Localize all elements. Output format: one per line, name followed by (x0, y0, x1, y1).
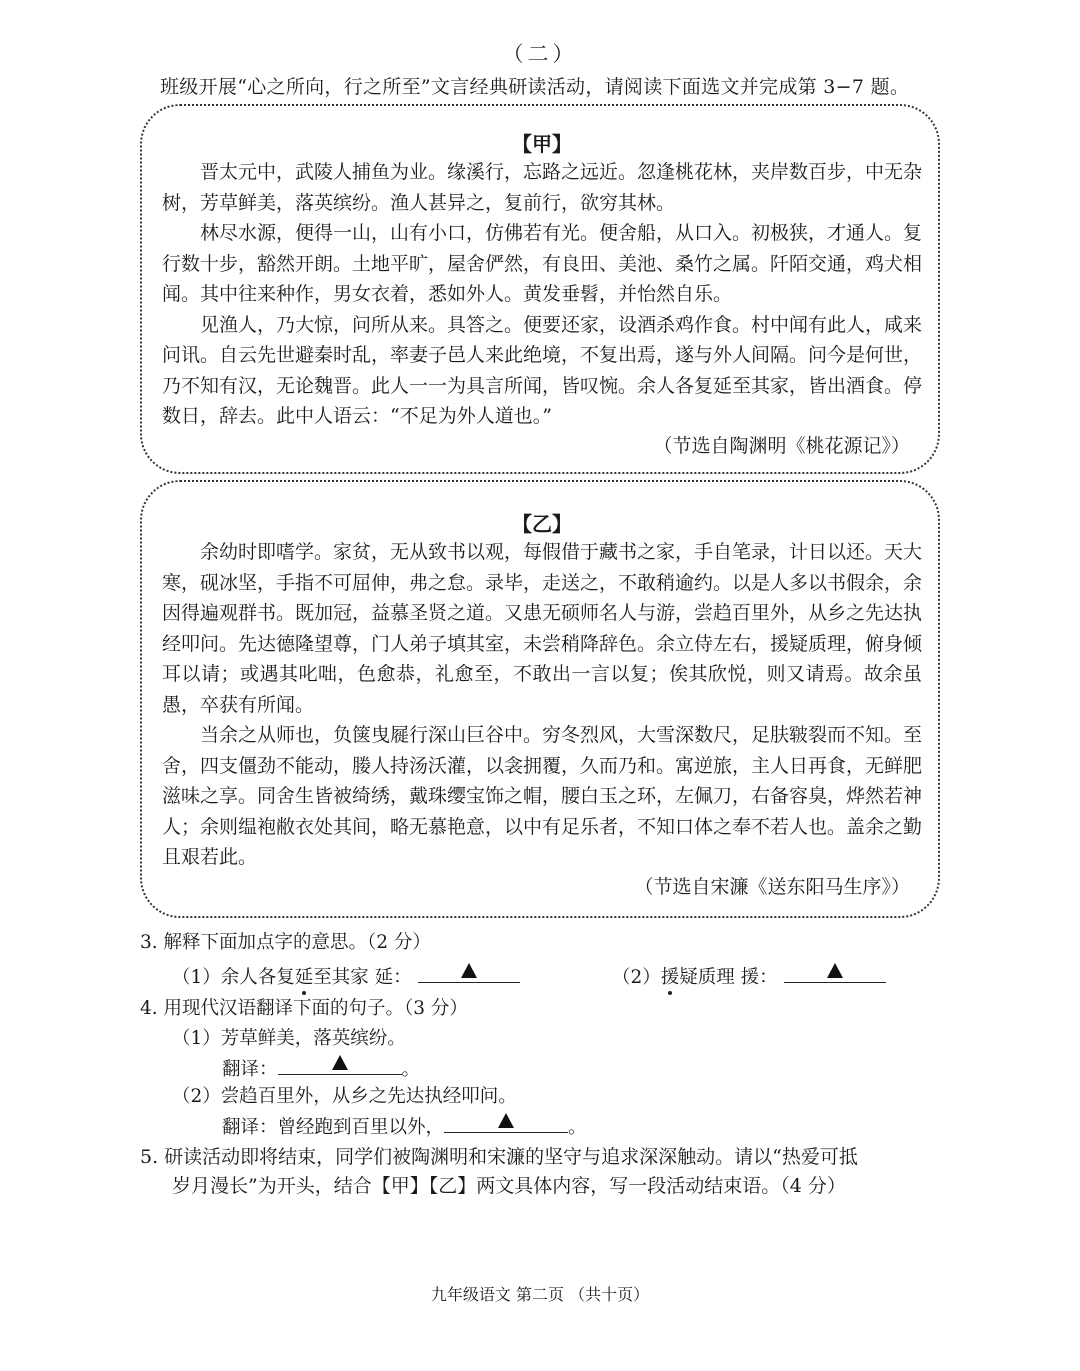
question-4-item-1: （1）芳草鲜美，落英缤纷。 (172, 1028, 406, 1049)
q3-item2-suffix: 疑质理 援： (679, 967, 778, 988)
question-3-item-2 (612, 962, 886, 989)
answer-blank[interactable] (278, 1054, 402, 1075)
triangle-icon (332, 1055, 348, 1070)
q3-item1-suffix: 至其家 延： (313, 967, 412, 988)
intro-text: 班级开展“心之所向，行之所至”文言经典研读活动，请阅读下面选文并完成第 3−7 题。 (160, 76, 910, 98)
answer-blank[interactable] (784, 962, 886, 983)
page-footer: 九年级语文 第二页 （共十页） (430, 1285, 650, 1304)
question-4-stem: 4. 用现代汉语翻译下面的句子。（3 分） (140, 998, 468, 1019)
answer-blank[interactable] (418, 962, 520, 983)
passage-yi-source: （节选自宋濂《送东阳马生序》） (634, 876, 910, 898)
passage-yi-title: 【乙】 (512, 512, 572, 536)
translation-label: 翻译： (222, 1059, 278, 1080)
question-4-item-2: （2）尝趋百里外，从乡之先达执经叩问。 (172, 1086, 517, 1107)
end-mark: 。 (568, 1117, 587, 1138)
question-5-line-2: 岁月漫长”为开头，结合【甲】【乙】两文具体内容，写一段活动结束语。（4 分） (172, 1175, 846, 1197)
end-mark: 。 (401, 1059, 421, 1080)
answer-blank[interactable] (444, 1112, 568, 1133)
question-3-item-1 (172, 962, 520, 989)
passage-paragraph: 晋太元中，武陵人捕鱼为业。缘溪行，忘路之远近。忽逢桃花林，夹岸数百步，中无杂树，芳草鲜美，落英缤纷。渔人甚异之，复前行，欲穷其林。 (162, 161, 923, 214)
question-5-line-1: 5. 研读活动即将结束，同学们被陶渊明和宋濂的坚守与追求深深触动。请以“热爱可抵 (140, 1146, 858, 1168)
question-3-stem: 3. 解释下面加点字的意思。（2 分） (140, 932, 431, 953)
passage-yi-box (140, 480, 940, 918)
passage-yi-body (162, 537, 922, 873)
passage-paragraph: 当余之从师也，负箧曳屣行深山巨谷中。穷冬烈风，大雪深数尺，足肤皲裂而不知。至舍，四支僵劲不能动，媵人持汤沃灌，以衾拥覆，久而乃和。寓逆旅，主人日再食，无鲜肥滋味之享。同舍生皆被绮绣，戴珠缨宝饰之帽，腰白玉之环，左佩刀，右备容臭，烨然若神人；余则缊袍敝衣处其间，略无慕艳意，以中有足乐者，不知口体之奉不若人也。盖余之勤且艰若此。 (162, 724, 923, 868)
section-title: （二） (502, 42, 578, 66)
triangle-icon (461, 963, 477, 978)
passage-jia-body (162, 157, 922, 432)
passage-paragraph: 见渔人，乃大惊，问所从来。具答之。便要还家，设酒杀鸡作食。村中闻有此人，咸来问讯。自云先世避秦时乱，率妻子邑人来此绝境，不复出焉，遂与外人间隔。问今是何世，乃不知有汉，无论魏晋。此人一一为具言所闻，皆叹惋。余人各复延至其家，皆出酒食。停数日，辞去。此中人语云：“不足为外人道也。” (162, 313, 923, 427)
question-4-item-1-translation (222, 1054, 420, 1081)
question-4-item-2-translation (222, 1112, 587, 1139)
passage-jia-box (140, 104, 940, 474)
translation-label: 翻译：曾经跑到百里以外， (222, 1117, 445, 1138)
triangle-icon (827, 963, 843, 978)
q3-item1-prefix: （1）余人各复 (172, 967, 295, 988)
q3-item2-prefix: （2） (612, 967, 661, 988)
passage-paragraph: 余幼时即嗜学。家贫，无从致书以观，每假借于藏书之家，手自笔录，计日以还。天大寒，砚冰坚，手指不可屈伸，弗之怠。录毕，走送之，不敢稍逾约。以是人多以书假余，余因得遍观群书。既加冠，益慕圣贤之道。又患无硕师名人与游，尝趋百里外，从乡之先达执经叩问。先达德隆望尊，门人弟子填其室，未尝稍降辞色。余立侍左右，援疑质理，俯身倾耳以请；或遇其叱咄，色愈恭，礼愈至，不敢出一言以复；俟其欣悦，则又请焉。故余虽愚，卒获有所闻。 (162, 541, 923, 716)
passage-paragraph: 林尽水源，便得一山，山有小口，仿佛若有光。便舍船，从口入。初极狭，才通人。复行数十步，豁然开朗。土地平旷，屋舍俨然，有良田、美池、桑竹之属。阡陌交通，鸡犬相闻。其中往来种作，男女衣着，悉如外人。黄发垂髫，并怡然自乐。 (162, 222, 923, 305)
passage-jia-title: 【甲】 (512, 132, 572, 156)
triangle-icon (498, 1113, 514, 1128)
q3-item1-dotted-char: 延 (294, 967, 314, 988)
passage-jia-source: （节选自陶渊明《桃花源记》） (653, 435, 910, 457)
q3-item2-dotted-char: 援 (660, 967, 680, 988)
